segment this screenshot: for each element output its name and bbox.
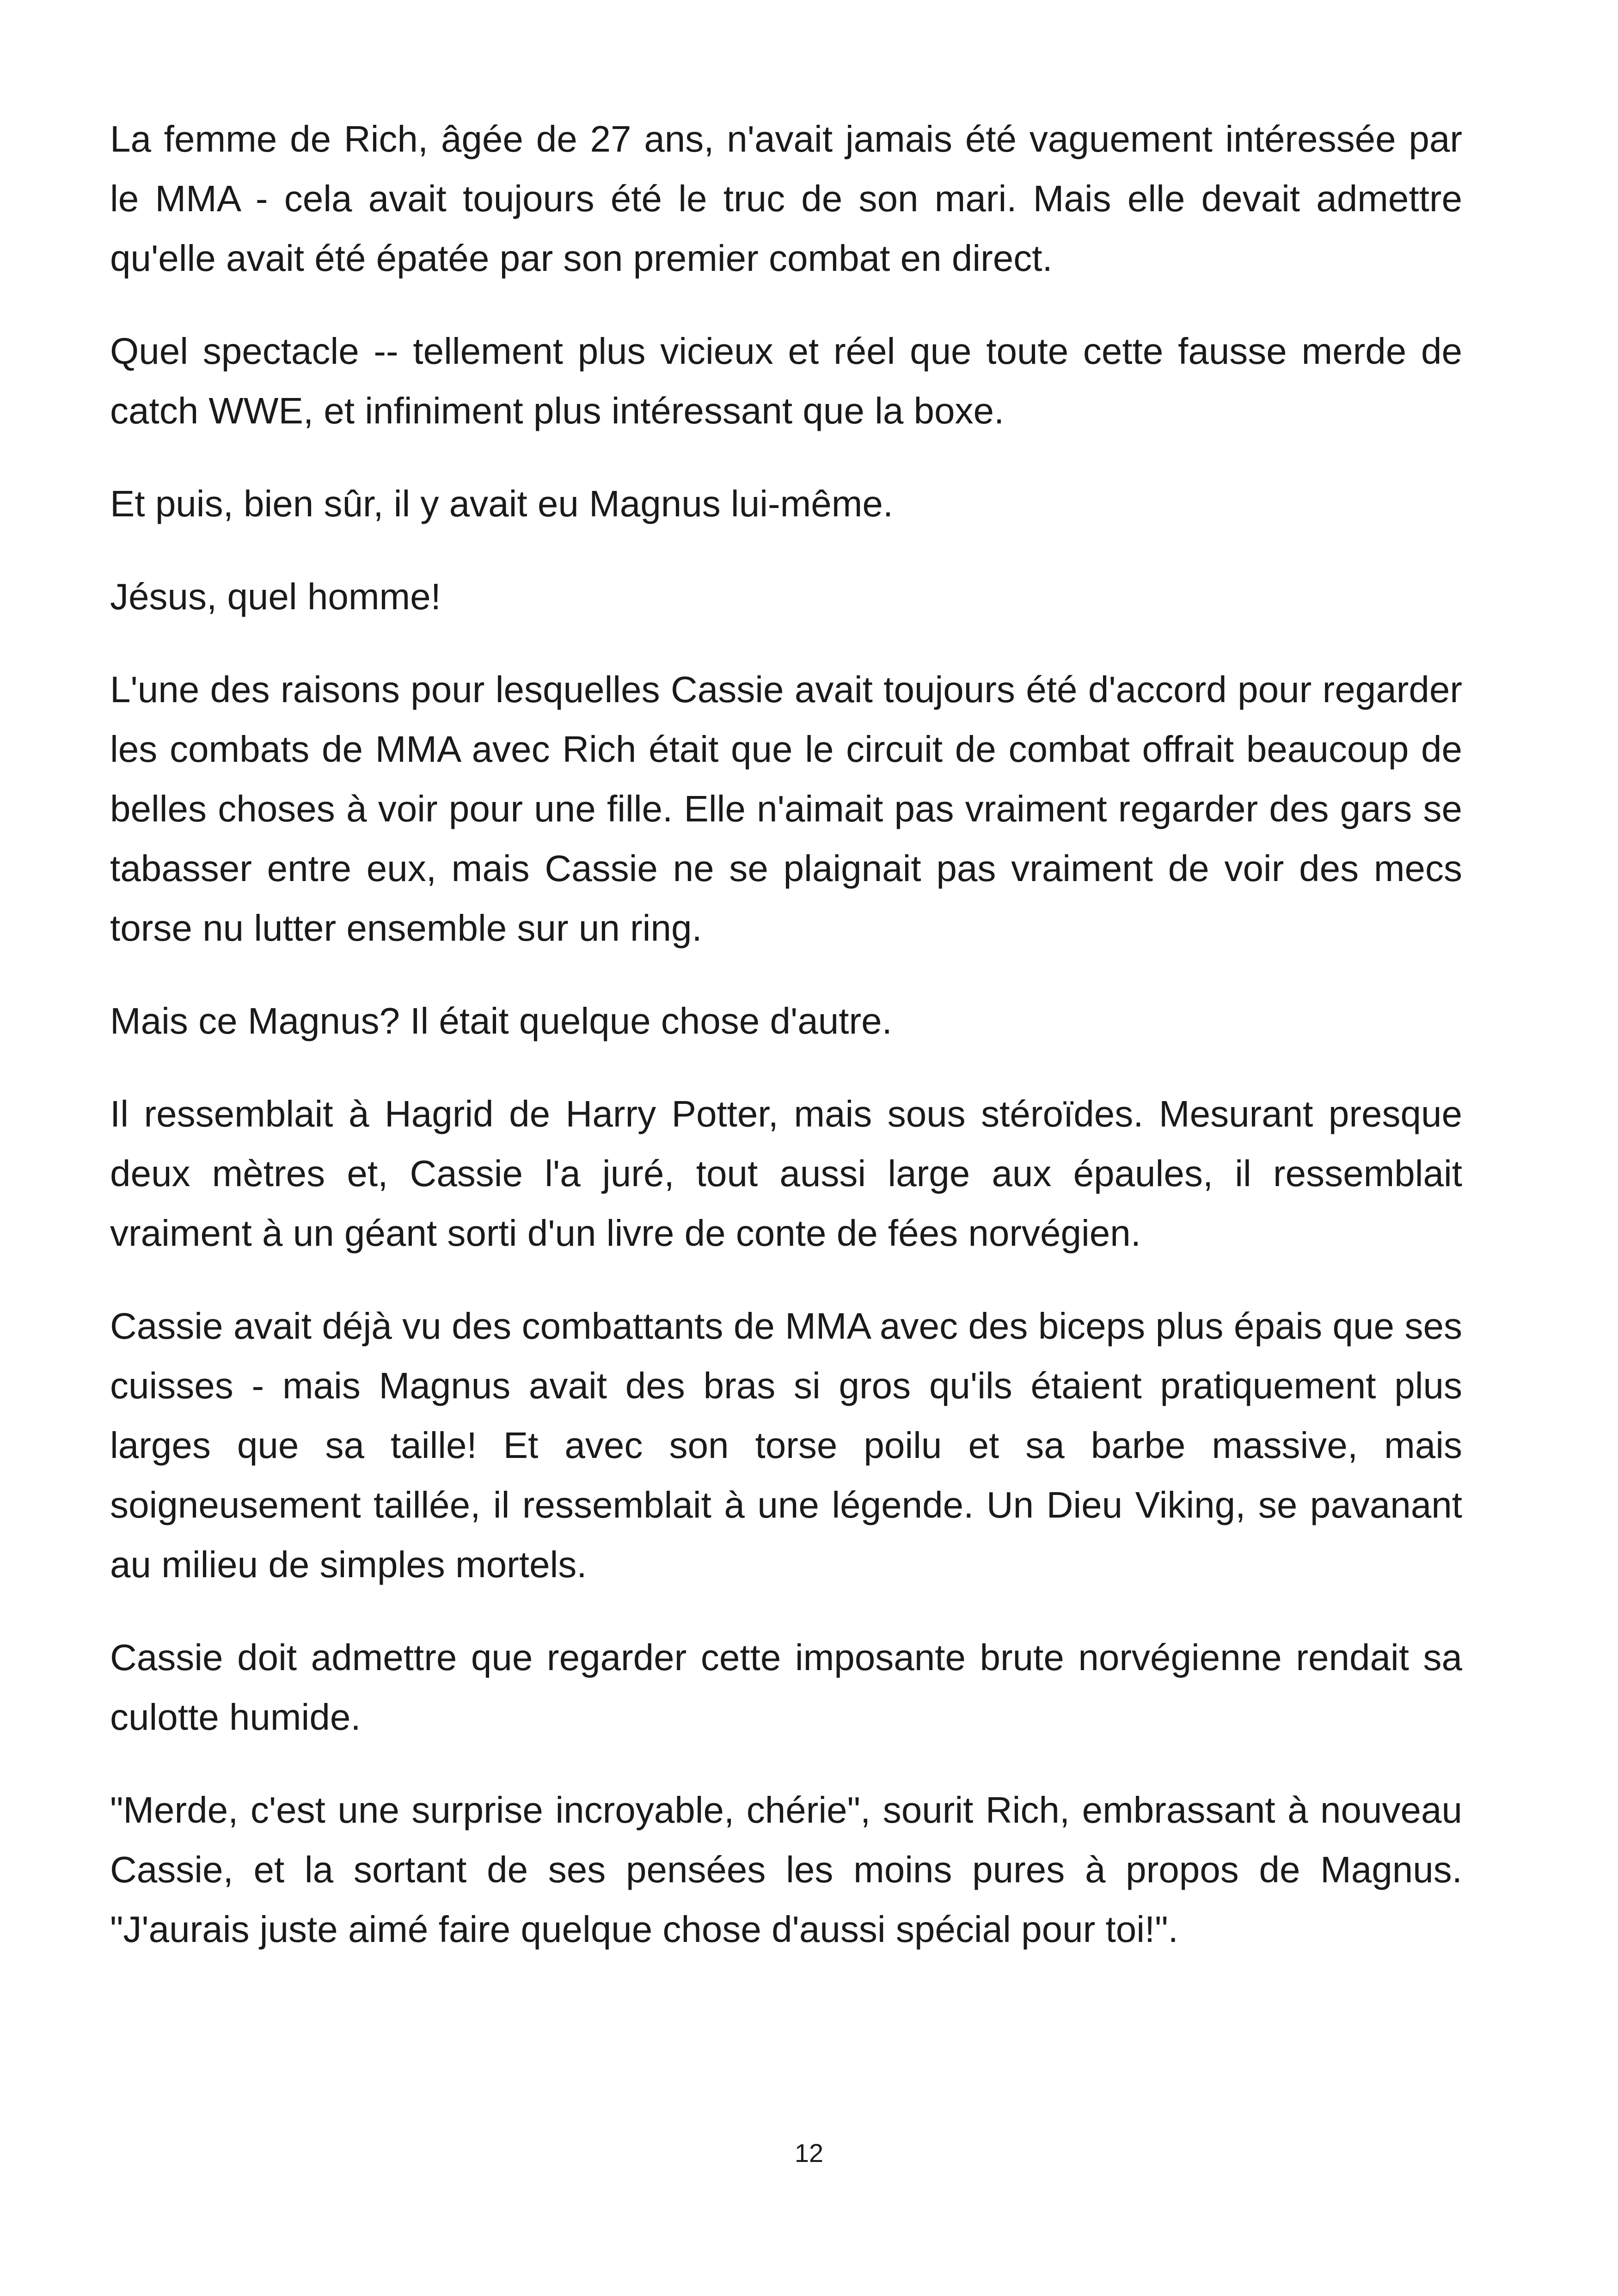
paragraph: Cassie doit admettre que regarder cette imposante brute norvégienne rendait sa culotte humide.	[110, 1637, 1462, 1738]
paragraph: Cassie avait déjà vu des combattants de MMA avec des biceps plus épais que ses cuisses - mais Magnus avait des bras si gros qu'ils étaient pratiquement plus larges que sa taille! Et avec son torse poilu et sa barbe massive, mais soigneusement taillée, il ressemblait à une légende. Un Dieu Viking, se pavanant au milieu de simples mortels.	[110, 1305, 1462, 1585]
paragraph: Jésus, quel homme!	[110, 576, 441, 617]
paragraph: L'une des raisons pour lesquelles Cassie avait toujours été d'accord pour regarder les combats de MMA avec Rich était que le circuit de combat offrait beaucoup de belles choses à voir pour une fille. Elle n'aimait pas vraiment regarder des gars se tabasser entre eux, mais Cassie ne se plaignait pas vraiment de voir des mecs torse nu lutter ensemble sur un ring.	[110, 669, 1462, 949]
paragraph: Et puis, bien sûr, il y avait eu Magnus lui-même.	[110, 483, 894, 524]
paragraph: La femme de Rich, âgée de 27 ans, n'avait jamais été vaguement intéressée par le MMA - cela avait toujours été le truc de son mari. Mais elle devait admettre qu'elle avait été épatée par son premier combat en direct.	[110, 118, 1462, 279]
body-text	[110, 109, 1462, 1992]
page-number: 12	[794, 2138, 824, 2167]
paragraph: Quel spectacle -- tellement plus vicieux et réel que toute cette fausse merde de catch WWE, et infiniment plus intéressant que la boxe.	[110, 331, 1462, 431]
paragraph: Mais ce Magnus? Il était quelque chose d'autre.	[110, 1000, 892, 1041]
paragraph: "Merde, c'est une surprise incroyable, chérie", sourit Rich, embrassant à nouveau Cassie, et la sortant de ses pensées les moins pures à propos de Magnus. "J'aurais juste aimé faire quelque chose d'aussi spécial pour toi!".	[110, 1789, 1462, 1950]
paragraph: Il ressemblait à Hagrid de Harry Potter, mais sous stéroïdes. Mesurant presque deux mètres et, Cassie l'a juré, tout aussi large aux épaules, il ressemblait vraiment à un géant sorti d'un livre de conte de fées norvégien.	[110, 1093, 1462, 1254]
